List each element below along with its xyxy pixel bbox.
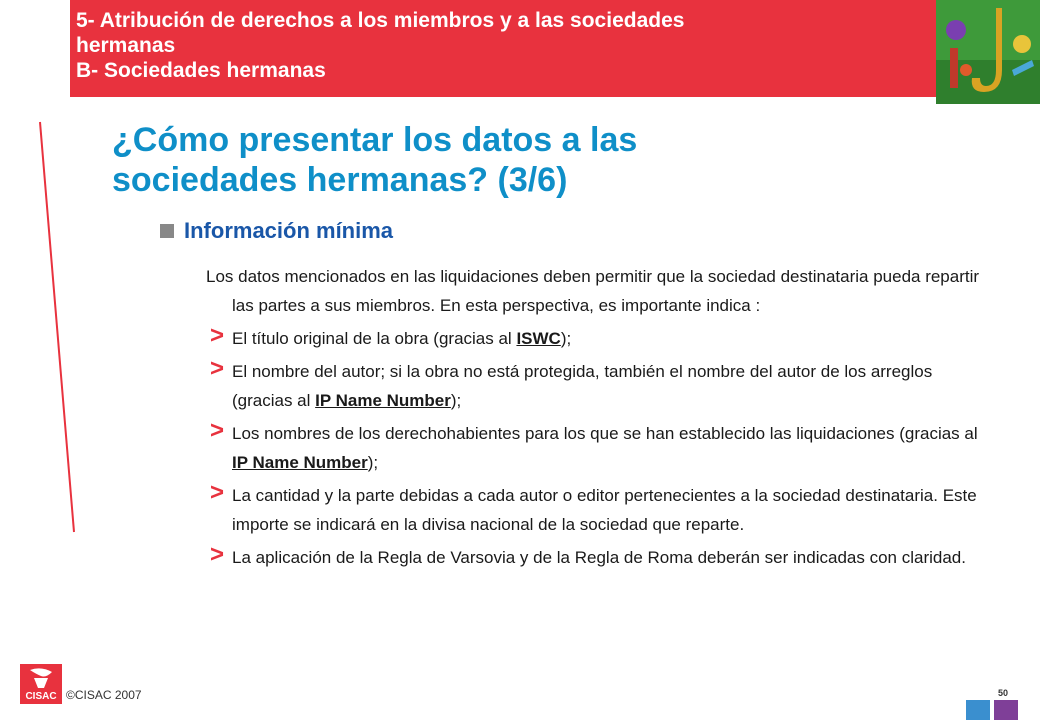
bullet-item <box>206 419 986 477</box>
bullet-text: La cantidad y la parte debidas a cada autor o editor pertenecientes a la sociedad destinataria. Este importe se indicará en la divisa nacional de la sociedad que reparte. <box>232 486 977 534</box>
blue-square-decoration <box>966 700 990 720</box>
chevron-right-icon: > <box>210 355 225 382</box>
bullet-text: El nombre del autor; si la obra no está protegida, también el nombre del autor de los arreglos (gracias al <box>232 362 933 410</box>
copyright: ©CISAC 2007 <box>66 688 142 702</box>
chevron-right-icon: > <box>210 322 225 349</box>
title-line-2: sociedades hermanas? (3/6) <box>112 161 568 199</box>
subheading <box>160 218 393 244</box>
bullet-item <box>206 481 986 539</box>
logo-text: CISAC <box>25 691 57 702</box>
iswc-link[interactable]: ISWC <box>516 329 561 348</box>
bullet-item <box>206 357 986 415</box>
bullet-text: La aplicación de la Regla de Varsovia y de la Regla de Roma deberán ser indicadas con claridad. <box>232 548 966 567</box>
header-line-2: hermanas <box>76 34 176 57</box>
bullet-text-end: ); <box>450 391 462 410</box>
musical-instruments-image <box>936 0 1040 104</box>
section-header <box>76 8 936 83</box>
chevron-right-icon: > <box>210 541 225 568</box>
subheading-text: Información mínima <box>184 218 394 243</box>
header-line-3: B- Sociedades hermanas <box>76 59 326 82</box>
bullet-text-end: ); <box>367 453 379 472</box>
ip-name-number-link[interactable]: IP Name Number <box>315 391 451 410</box>
page-number: 50 <box>998 688 1009 698</box>
intro-paragraph: Los datos mencionados en las liquidaciones deben permitir que la sociedad destinataria pueda repartir las partes a sus miembros. En esta perspectiva, es importante indica : <box>206 267 980 315</box>
title-line-1: ¿Cómo presentar los datos a las <box>112 121 638 159</box>
bullet-item <box>206 324 986 353</box>
bullet-item <box>206 543 986 572</box>
bullet-text-end: ); <box>560 329 572 348</box>
header-line-1: 5- Atribución de derechos a los miembros y a las sociedades <box>76 9 685 32</box>
bullet-text: Los nombres de los derechohabientes para los que se han establecido las liquidaciones (gracias al <box>232 424 978 443</box>
cisac-logo <box>20 664 62 704</box>
square-bullet-icon <box>160 224 174 238</box>
ip-name-number-link[interactable]: IP Name Number <box>232 453 368 472</box>
body-content <box>206 262 986 576</box>
bullet-text: El título original de la obra (gracias al <box>232 329 517 348</box>
page-title <box>112 120 1012 200</box>
purple-square-decoration <box>994 700 1018 720</box>
chevron-right-icon: > <box>210 417 225 444</box>
chevron-right-icon: > <box>210 479 225 506</box>
